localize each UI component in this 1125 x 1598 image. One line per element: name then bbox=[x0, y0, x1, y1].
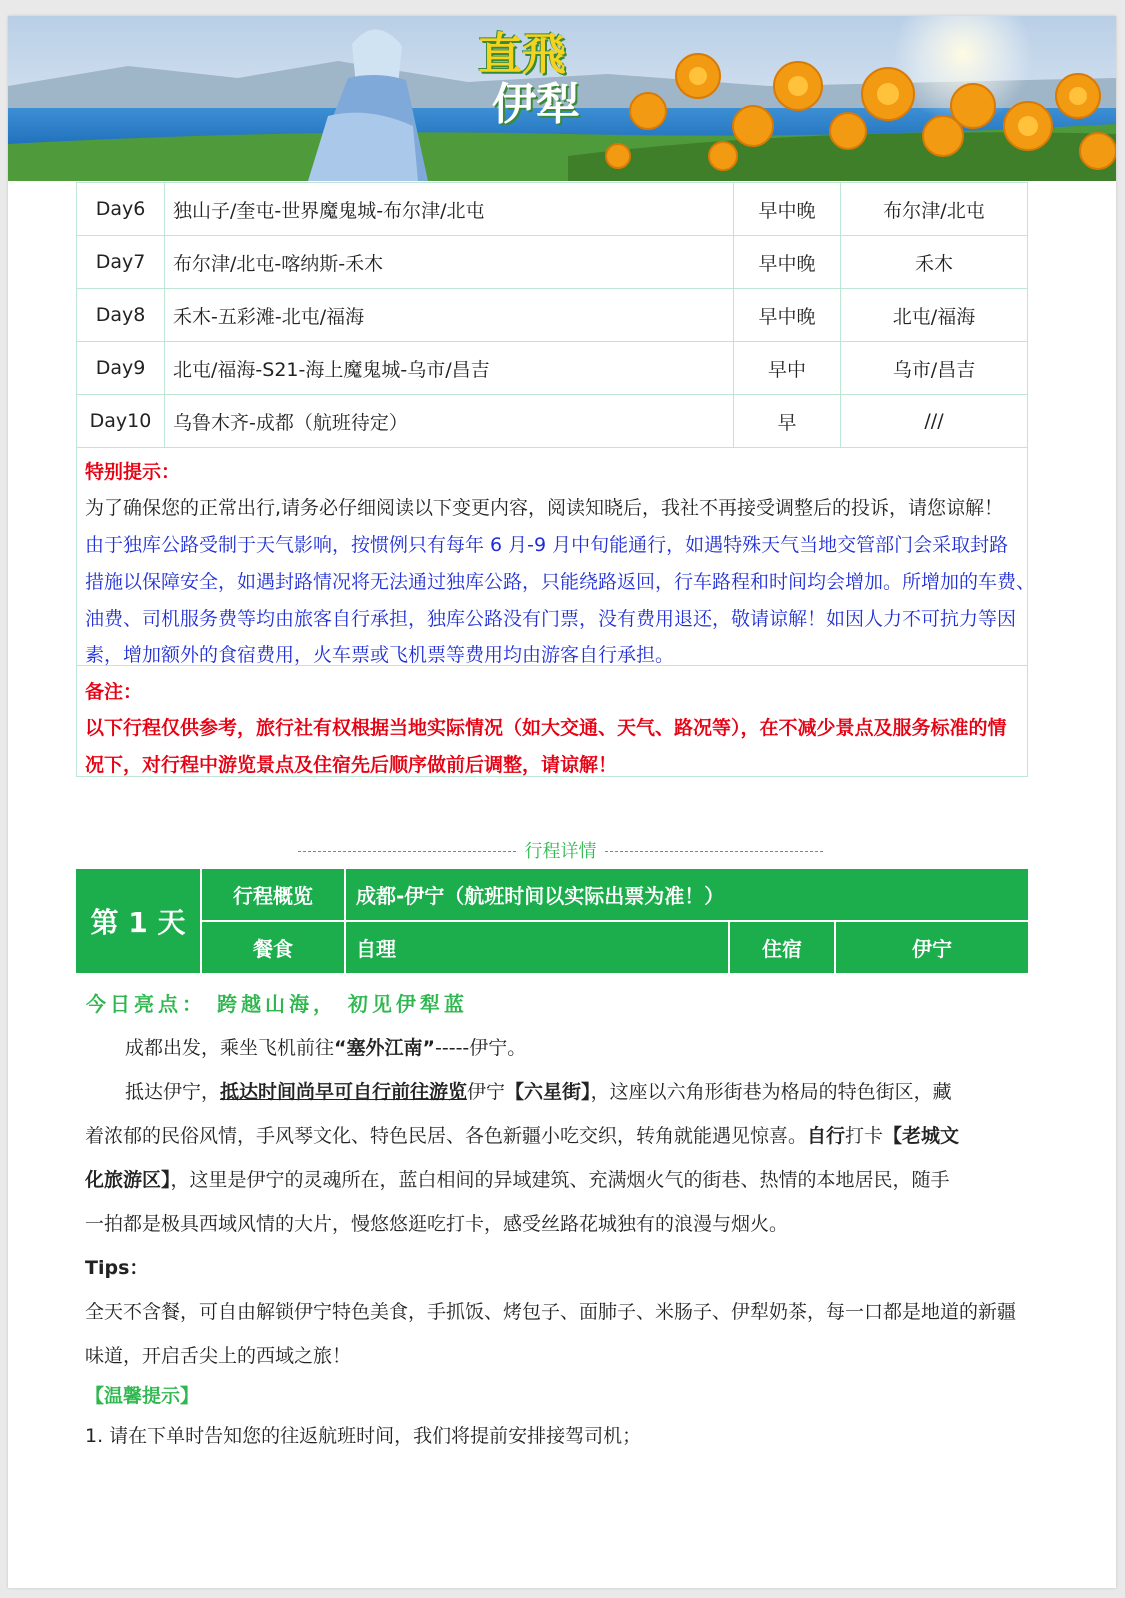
p1-text-end: -----伊宁。 bbox=[435, 1037, 527, 1059]
itinerary-row bbox=[77, 395, 1028, 448]
itinerary-row bbox=[77, 289, 1028, 342]
section-title bbox=[298, 840, 823, 864]
banner-logo bbox=[478, 30, 598, 130]
p2-text: 伊宁 bbox=[467, 1081, 506, 1103]
p2-bold-place: 【老城文 bbox=[883, 1125, 960, 1147]
day-cell: Day7 bbox=[77, 236, 165, 289]
paragraph-arrival-line1 bbox=[85, 1070, 1025, 1114]
meals-cell: 早中 bbox=[734, 342, 841, 395]
meals-cell: 早中晚 bbox=[734, 289, 841, 342]
p2-text: ，这座以六角形街巷为格局的特色街区，藏 bbox=[590, 1081, 952, 1103]
meals-value: 自理 bbox=[356, 937, 396, 961]
stay-value: 伊宁 bbox=[912, 937, 952, 961]
special-notice-line: 由于独库公路受制于天气影响，按惯例只有每年 6 月-9 月中旬能通行，如遇特殊天气当地交管部门会采取封路 bbox=[85, 534, 1009, 556]
itinerary-row bbox=[77, 236, 1028, 289]
remarks-heading: 备注： bbox=[85, 681, 143, 703]
banner-title-line2: 伊犁 bbox=[492, 79, 580, 130]
meals-cell: 早中晚 bbox=[734, 236, 841, 289]
warm-tips-item: 1. 请在下单时告知您的往返航班时间，我们将提前安排接驾司机； bbox=[85, 1425, 642, 1447]
day-header-table bbox=[76, 869, 1028, 973]
overview-label: 行程概览 bbox=[233, 884, 313, 908]
p2-text: ，这里是伊宁的灵魂所在，蓝白相间的异域建筑、充满烟火气的街巷、热情的本地居民，随手 bbox=[170, 1169, 950, 1191]
paragraph-arrival-line2 bbox=[85, 1114, 1025, 1158]
hotel-cell: 禾木 bbox=[841, 236, 1028, 289]
route-cell: 独山子/奎屯-世界魔鬼城-布尔津/北屯 bbox=[165, 183, 734, 236]
paragraph-departure bbox=[85, 1026, 1025, 1070]
route-cell: 禾木-五彩滩-北屯/福海 bbox=[165, 289, 734, 342]
hotel-cell: 北屯/福海 bbox=[841, 289, 1028, 342]
day-label: 第 1 天 bbox=[90, 906, 186, 939]
hotel-cell: 乌市/昌吉 bbox=[841, 342, 1028, 395]
special-notice-line: 措施以保障安全，如遇封路情况将无法通过独库公路，只能绕路返回，行车路程和时间均会增加。所增加的车费、 bbox=[85, 571, 1036, 593]
p1-text: 成都出发，乘坐飞机前往 bbox=[125, 1037, 335, 1059]
p2-bold-place: 【六星街】 bbox=[505, 1081, 591, 1103]
day-cell: Day9 bbox=[77, 342, 165, 395]
meals-cell: 早 bbox=[734, 395, 841, 448]
p2-text: 抵达伊宁， bbox=[125, 1081, 221, 1103]
itinerary-page bbox=[8, 16, 1116, 1588]
hotel-cell: 布尔津/北屯 bbox=[841, 183, 1028, 236]
remarks-line: 以下行程仅供参考，旅行社有权根据当地实际情况（如大交通、天气、路况等），在不减少景点及服务标准的情 bbox=[85, 717, 1007, 739]
stay-label: 住宿 bbox=[762, 937, 802, 961]
day-cell: Day8 bbox=[77, 289, 165, 342]
p2-text: 打卡 bbox=[845, 1125, 884, 1147]
special-notice-line: 油费、司机服务费等均由旅客自行承担，独库公路没有门票，没有费用退还，敬请谅解！如因人力不可抗力等因 bbox=[85, 608, 1017, 630]
route-cell: 北屯/福海-S21-海上魔鬼城-乌市/昌吉 bbox=[165, 342, 734, 395]
p1-bold: “塞外江南” bbox=[334, 1037, 435, 1059]
section-title-label: 行程详情 bbox=[524, 841, 597, 862]
tips-line: 味道，开启舌尖上的西域之旅！ bbox=[85, 1345, 352, 1367]
p2-underlined: 抵达时间尚早可自行前往游览 bbox=[220, 1081, 468, 1103]
section-title-dash-right bbox=[605, 851, 823, 852]
itinerary-table bbox=[76, 182, 1028, 448]
itinerary-row bbox=[77, 342, 1028, 395]
meals-cell: 早中晚 bbox=[734, 183, 841, 236]
p2-bold: 自行 bbox=[807, 1125, 846, 1147]
overview-value: 成都-伊宁（航班时间以实际出票为准！） bbox=[356, 884, 725, 908]
header-banner bbox=[8, 16, 1116, 181]
special-notice-intro: 为了确保您的正常出行,请务必仔细阅读以下变更内容，阅读知晓后，我社不再接受调整后的投诉，请您谅解！ bbox=[85, 497, 1004, 519]
p2-bold-place: 化旅游区】 bbox=[85, 1169, 171, 1191]
paragraph-arrival-line3 bbox=[85, 1158, 1025, 1202]
day-cell: Day6 bbox=[77, 183, 165, 236]
special-notice-line: 素，增加额外的食宿费用，火车票或飞机票等费用均由游客自行承担。 bbox=[85, 644, 675, 666]
route-cell: 布尔津/北屯-喀纳斯-禾木 bbox=[165, 236, 734, 289]
meals-label: 餐食 bbox=[253, 937, 293, 961]
hotel-cell: /// bbox=[841, 395, 1028, 448]
banner-title-line1: 直飛 bbox=[478, 29, 566, 80]
p2-text: 着浓郁的民俗风情，手风琴文化、特色民居、各色新疆小吃交织，转角就能遇见惊喜。 bbox=[85, 1125, 808, 1147]
itinerary-row bbox=[77, 183, 1028, 236]
today-highlight: 今日亮点： 跨越山海， 初见伊犁蓝 bbox=[86, 992, 468, 1016]
tips-heading: Tips： bbox=[85, 1257, 149, 1279]
day-cell: Day10 bbox=[77, 395, 165, 448]
tips-line: 全天不含餐，可自由解锁伊宁特色美食，手抓饭、烤包子、面肺子、米肠子、伊犁奶茶，每一口都是地道的新疆 bbox=[85, 1301, 1017, 1323]
special-notice-heading: 特别提示： bbox=[85, 461, 181, 483]
paragraph-arrival-line4: 一拍都是极具西域风情的大片，慢悠悠逛吃打卡，感受丝路花城独有的浪漫与烟火。 bbox=[85, 1213, 789, 1235]
route-cell: 乌鲁木齐-成都（航班待定） bbox=[165, 395, 734, 448]
remarks-line: 况下，对行程中游览景点及住宿先后顺序做前后调整，请谅解！ bbox=[85, 754, 618, 776]
section-title-dash-left bbox=[298, 851, 516, 852]
warm-tips-heading: 【温馨提示】 bbox=[85, 1385, 200, 1407]
